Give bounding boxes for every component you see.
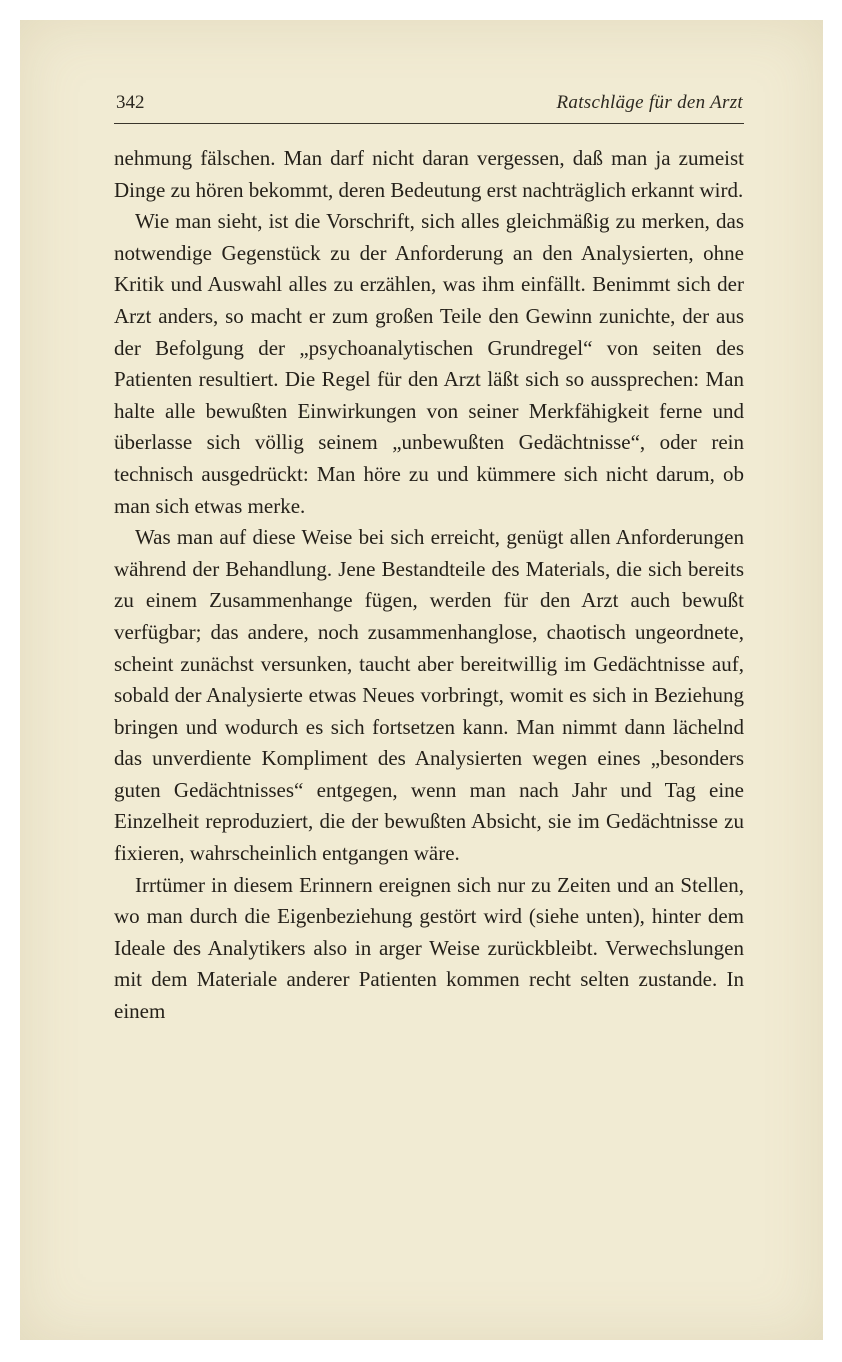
page-number: 342 [116,92,145,113]
running-title: Ratschläge für den Arzt [556,92,743,113]
paragraph: Wie man sieht, ist die Vorschrift, sich alles gleichmäßig zu merken, das notwendige Gegenstück zu der Anforderung an den Analysierten, ohne Kritik und Auswahl alles zu erzählen, was ihm einfällt. Benimmt sich der Arzt anders, so macht er zum großen Teile den Gewinn zunichte, der aus der Befolgung der „psychoanalytischen Grundregel“ von seiten des Patienten resultiert. Die Regel für den Arzt läßt sich so aussprechen: Man halte alle bewußten Einwirkungen von seiner Merkfähigkeit ferne und überlasse sich völlig seinem „unbewußten Gedächtnisse“, oder rein technisch ausgedrückt: Man höre zu und kümmere sich nicht darum, ob man sich etwas merke. [114,209,744,518]
paragraph: Was man auf diese Weise bei sich erreicht, genügt allen Anforderungen während der Behandlung. Jene Bestandteile des Materials, die sich bereits zu einem Zusammenhange fügen, werden für den Arzt auch bewußt verfügbar; das andere, noch zusammenhanglose, chaotisch ungeordnete, scheint zunächst versunken, taucht aber bereitwillig im Gedächtnisse auf, sobald der Analysierte etwas Neues vorbringt, womit es sich in Beziehung bringen und wodurch es sich fortsetzen kann. Man nimmt dann lächelnd das unverdiente Kompliment des Analysierten wegen eines „besonders guten Gedächtnisses“ entgegen, wenn man nach Jahr und Tag eine Einzelheit reproduziert, die der bewußten Absicht, sie im Gedächtnisse zu fixieren, wahrscheinlich entgangen wäre. [114,525,744,866]
paragraph-continued: nehmung fälschen. Man darf nicht daran vergessen, daß man ja zumeist Dinge zu hören bekommt, deren Bedeutung erst nachträglich erkannt wird. [114,146,744,202]
header-rule [114,123,744,124]
paragraph: Irrtümer in diesem Erinnern ereignen sich nur zu Zeiten und an Stellen, wo man durch die Eigenbeziehung gestört wird (siehe unten), hinter dem Ideale des Analytikers also in arger Weise zurückbleibt. Verwechslungen mit dem Materiale anderer Patienten kommen recht selten zustande. In einem [114,872,744,1024]
running-head [116,92,743,122]
body-text [114,143,744,1028]
